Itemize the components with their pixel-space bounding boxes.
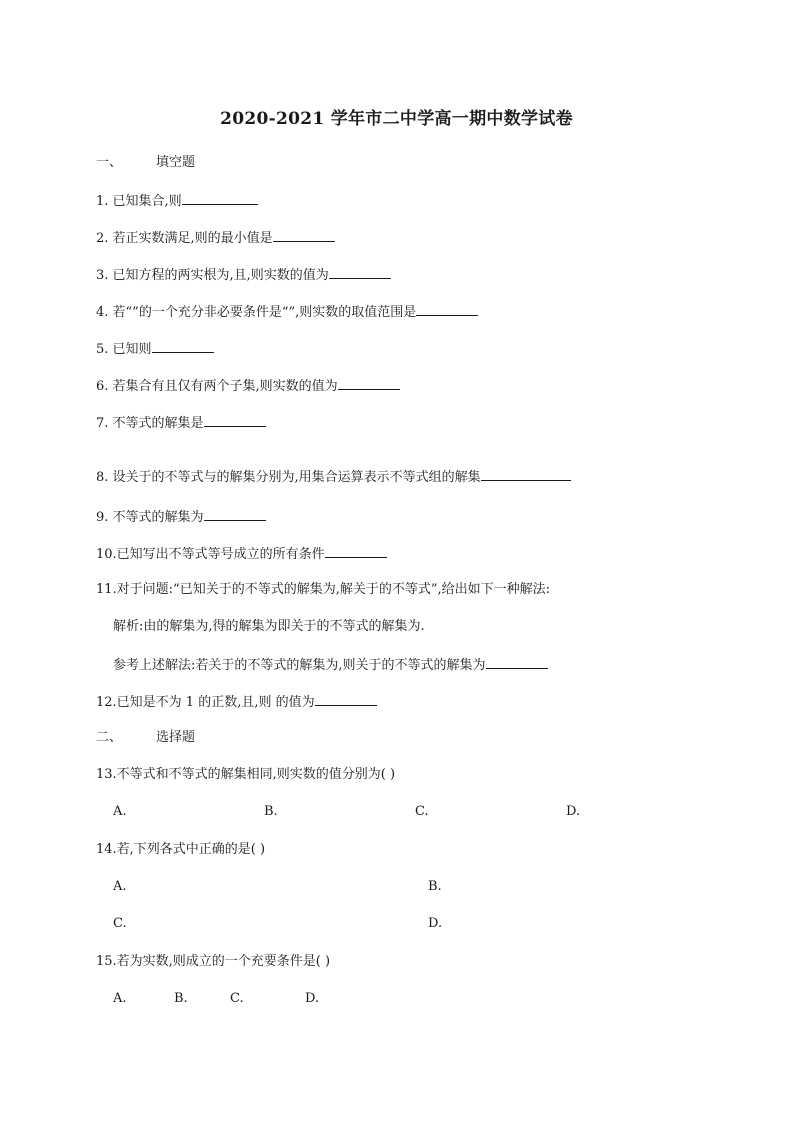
section-number: 一、	[96, 155, 123, 170]
question-7: 7. 不等式的解集是	[96, 413, 266, 433]
answer-blank	[338, 376, 400, 390]
answer-blank	[273, 228, 335, 242]
q13-option-d: D.	[566, 804, 581, 819]
question-1: 1. 已知集合,则	[96, 191, 258, 211]
question-12: 12.已知是不为 1 的正数,且,则 的值为	[96, 692, 377, 712]
question-9: 9. 不等式的解集为	[96, 507, 266, 527]
section-heading-fill-blank	[96, 154, 195, 172]
question-8: 8. 设关于的不等式与的解集分别为,用集合运算表示不等式组的解集	[96, 467, 571, 487]
question-5: 5. 已知则	[96, 339, 214, 359]
answer-blank	[315, 692, 377, 706]
answer-blank	[325, 544, 387, 558]
q14-option-a: A.	[113, 879, 127, 894]
question-4: 4. 若“”的一个充分非必要条件是“”,则实数的取值范围是	[96, 302, 478, 322]
q13-option-b: B.	[264, 804, 278, 819]
question-13: 13.不等式和不等式的解集相同,则实数的值分别为( )	[96, 767, 396, 782]
q13-option-c: C.	[415, 804, 429, 819]
question-14: 14.若,下列各式中正确的是( )	[96, 842, 266, 857]
q14-option-c: C.	[113, 916, 127, 931]
q14-option-d: D.	[428, 916, 443, 931]
answer-blank	[204, 507, 266, 521]
answer-blank	[329, 265, 391, 279]
question-2: 2. 若正实数满足,则的最小值是	[96, 228, 335, 248]
section-title: 填空题	[156, 155, 196, 170]
q15-option-a: A.	[113, 991, 127, 1006]
section-title: 选择题	[156, 730, 196, 745]
q15-option-d: D.	[305, 991, 320, 1006]
q15-option-b: B.	[174, 991, 188, 1006]
question-10: 10.已知写出不等式等号成立的所有条件	[96, 544, 387, 564]
answer-blank	[486, 655, 548, 669]
question-11-task: 参考上述解法:若关于的不等式的解集为,则关于的不等式的解集为	[113, 655, 548, 675]
answer-blank	[152, 339, 214, 353]
section-number: 二、	[96, 730, 123, 745]
question-11: 11.对于问题:“已知关于的不等式的解集为,解关于的不等式”,给出如下一种解法:	[96, 582, 550, 597]
q13-option-a: A.	[113, 804, 127, 819]
answer-blank	[182, 191, 258, 205]
q15-option-c: C.	[230, 991, 244, 1006]
answer-blank	[416, 302, 478, 316]
exam-title: 2020-2021 学年市二中学高一期中数学试卷	[220, 109, 573, 129]
question-3: 3. 已知方程的两实根为,且,则实数的值为	[96, 265, 391, 285]
question-6: 6. 若集合有且仅有两个子集,则实数的值为	[96, 376, 400, 396]
answer-blank	[481, 467, 571, 481]
section-heading-multiple-choice	[96, 729, 195, 747]
answer-blank	[204, 413, 266, 427]
question-15: 15.若为实数,则成立的一个充要条件是( )	[96, 954, 331, 969]
question-11-analysis: 解析:由的解集为,得的解集为即关于的不等式的解集为.	[113, 619, 425, 634]
q14-option-b: B.	[428, 879, 442, 894]
